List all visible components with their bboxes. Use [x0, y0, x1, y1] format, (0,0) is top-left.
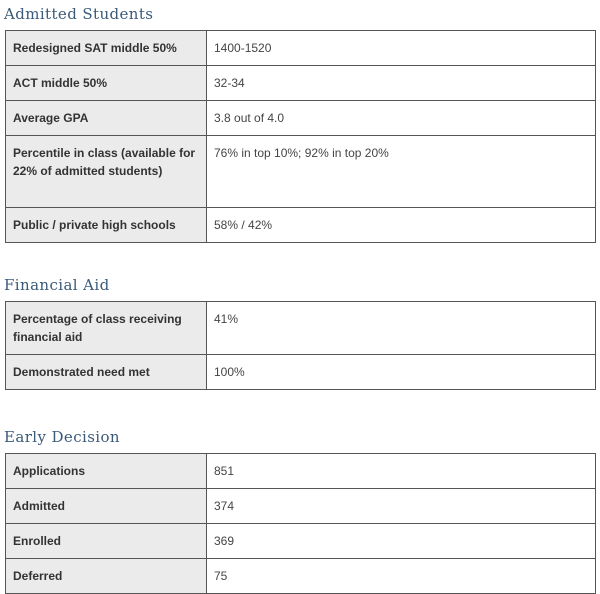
- early-decision-title: Early Decision: [4, 428, 120, 446]
- row-label-sat: Redesigned SAT middle 50%: [6, 31, 207, 66]
- admitted-students-table: [5, 30, 596, 243]
- table-row: [6, 31, 596, 66]
- table-row: [6, 66, 596, 101]
- table-row: [6, 559, 596, 594]
- row-value-admitted: 374: [207, 489, 596, 524]
- row-label-schools: Public / private high schools: [6, 208, 207, 243]
- financial-aid-table: [5, 301, 596, 390]
- row-value-aid-percentage: 41%: [207, 302, 596, 355]
- row-label-gpa: Average GPA: [6, 101, 207, 136]
- financial-aid-title: Financial Aid: [4, 276, 110, 294]
- row-label-deferred: Deferred: [6, 559, 207, 594]
- table-row: [6, 101, 596, 136]
- row-value-deferred: 75: [207, 559, 596, 594]
- row-label-admitted: Admitted: [6, 489, 207, 524]
- row-label-act: ACT middle 50%: [6, 66, 207, 101]
- row-value-act: 32-34: [207, 66, 596, 101]
- row-label-need-met: Demonstrated need met: [6, 355, 207, 390]
- table-row: [6, 302, 596, 355]
- table-row: [6, 524, 596, 559]
- table-row: [6, 208, 596, 243]
- table-row: [6, 355, 596, 390]
- row-value-applications: 851: [207, 454, 596, 489]
- row-label-aid-percentage: Percentage of class receiving financial aid: [6, 302, 207, 355]
- row-label-applications: Applications: [6, 454, 207, 489]
- row-label-enrolled: Enrolled: [6, 524, 207, 559]
- table-row: [6, 136, 596, 208]
- row-value-gpa: 3.8 out of 4.0: [207, 101, 596, 136]
- row-value-sat: 1400-1520: [207, 31, 596, 66]
- table-row: [6, 489, 596, 524]
- admitted-students-title: Admitted Students: [4, 5, 154, 23]
- table-row: [6, 454, 596, 489]
- row-value-percentile: 76% in top 10%; 92% in top 20%: [207, 136, 596, 208]
- row-value-schools: 58% / 42%: [207, 208, 596, 243]
- row-label-percentile: Percentile in class (available for 22% of admitted students): [6, 136, 207, 208]
- row-value-enrolled: 369: [207, 524, 596, 559]
- early-decision-table: [5, 453, 596, 594]
- row-value-need-met: 100%: [207, 355, 596, 390]
